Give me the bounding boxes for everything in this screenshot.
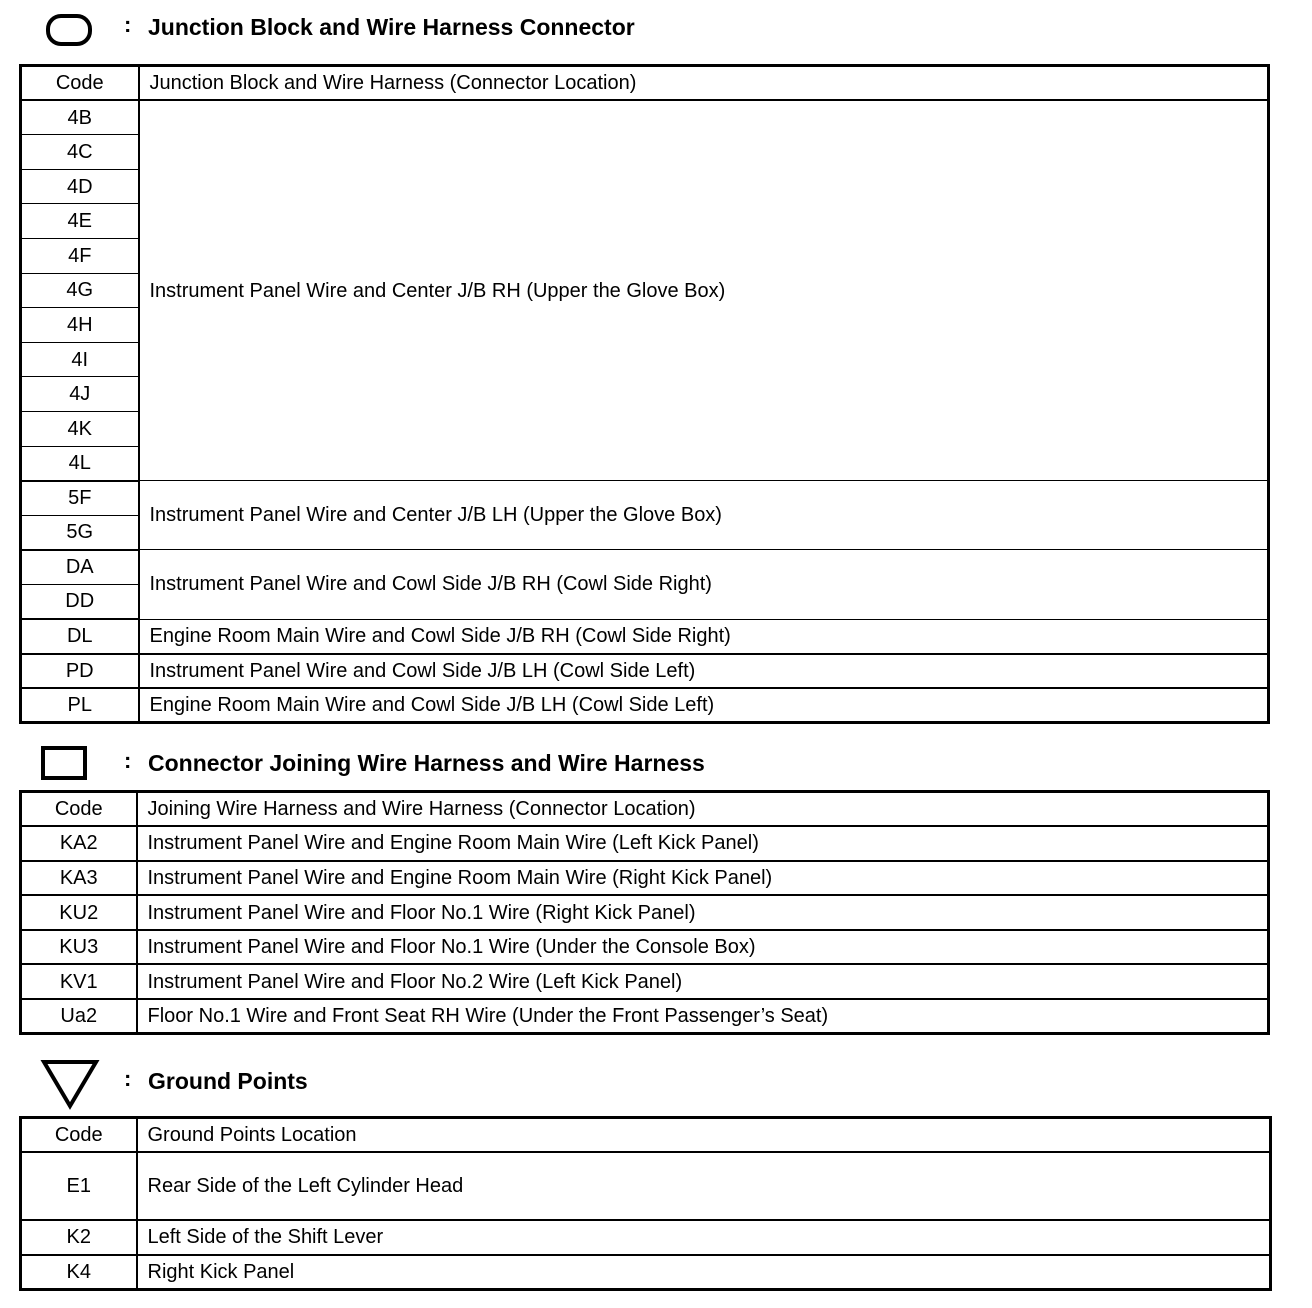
code-cell: E1 xyxy=(21,1152,137,1220)
location-cell: Right Kick Panel xyxy=(137,1255,1271,1290)
code-cell: 4E xyxy=(21,204,139,239)
triangle-down-icon xyxy=(40,1058,100,1112)
location-cell: Floor No.1 Wire and Front Seat RH Wire (Under the Front Passenger’s Seat) xyxy=(137,999,1269,1034)
title-colon: : xyxy=(124,748,132,773)
section-title-text: Junction Block and Wire Harness Connector xyxy=(148,14,635,40)
rectangle-icon xyxy=(41,746,89,782)
table-row xyxy=(21,964,1269,999)
title-colon: : xyxy=(124,12,132,37)
location-cell: Instrument Panel Wire and Floor No.2 Wire (Left Kick Panel) xyxy=(137,964,1269,999)
location-cell: Instrument Panel Wire and Center J/B LH (Upper the Glove Box) xyxy=(139,481,1269,550)
section-title-text: Connector Joining Wire Harness and Wire Harness xyxy=(148,750,705,776)
table-row xyxy=(21,1255,1271,1290)
location-cell: Instrument Panel Wire and Cowl Side J/B RH (Cowl Side Right) xyxy=(139,550,1269,619)
code-cell: 5F xyxy=(21,481,139,516)
code-cell: K4 xyxy=(21,1255,137,1290)
table-row xyxy=(21,550,1269,585)
location-cell: Engine Room Main Wire and Cowl Side J/B RH (Cowl Side Right) xyxy=(139,619,1269,654)
code-cell: KV1 xyxy=(21,964,137,999)
header-code: Code xyxy=(21,66,139,101)
table-row xyxy=(21,861,1269,896)
code-cell: KU2 xyxy=(21,895,137,930)
code-cell: DA xyxy=(21,550,139,585)
section-junction-block-title xyxy=(0,6,1312,46)
table-row xyxy=(21,654,1269,689)
code-cell: Ua2 xyxy=(21,999,137,1034)
header-code: Code xyxy=(21,1118,137,1153)
table-row xyxy=(21,826,1269,861)
location-cell: Instrument Panel Wire and Engine Room Main Wire (Right Kick Panel) xyxy=(137,861,1269,896)
table-row xyxy=(21,481,1269,516)
location-cell: Instrument Panel Wire and Floor No.1 Wire (Under the Console Box) xyxy=(137,930,1269,965)
header-description: Joining Wire Harness and Wire Harness (Connector Location) xyxy=(137,792,1269,827)
table-header-row xyxy=(21,1118,1271,1153)
code-cell: 4G xyxy=(21,273,139,308)
section-connector-title xyxy=(0,742,1312,782)
location-cell: Left Side of the Shift Lever xyxy=(137,1220,1271,1255)
code-cell: DD xyxy=(21,584,139,619)
code-cell: KA3 xyxy=(21,861,137,896)
code-cell: 5G xyxy=(21,515,139,550)
code-cell: 4F xyxy=(21,238,139,273)
location-cell: Instrument Panel Wire and Center J/B RH (Upper the Glove Box) xyxy=(139,100,1269,481)
code-cell: KU3 xyxy=(21,930,137,965)
code-cell: 4K xyxy=(21,411,139,446)
header-code: Code xyxy=(21,792,137,827)
code-cell: 4C xyxy=(21,135,139,170)
header-description: Ground Points Location xyxy=(137,1118,1271,1153)
code-cell: 4J xyxy=(21,377,139,412)
location-cell: Instrument Panel Wire and Floor No.1 Wire (Right Kick Panel) xyxy=(137,895,1269,930)
header-description: Junction Block and Wire Harness (Connector Location) xyxy=(139,66,1269,101)
location-cell: Rear Side of the Left Cylinder Head xyxy=(137,1152,1271,1220)
table-row xyxy=(21,1220,1271,1255)
code-cell: 4L xyxy=(21,446,139,481)
code-cell: PL xyxy=(21,688,139,723)
table-row xyxy=(21,999,1269,1034)
code-cell: PD xyxy=(21,654,139,689)
table-row xyxy=(21,688,1269,723)
section-title-text: Ground Points xyxy=(148,1068,308,1094)
code-cell: 4D xyxy=(21,169,139,204)
section-ground-points-title xyxy=(0,1058,1312,1098)
title-colon: : xyxy=(124,1066,132,1091)
junction-block-table xyxy=(19,64,1270,724)
location-cell: Instrument Panel Wire and Cowl Side J/B LH (Cowl Side Left) xyxy=(139,654,1269,689)
rounded-rect-icon xyxy=(46,14,92,48)
code-cell: DL xyxy=(21,619,139,654)
code-cell: 4I xyxy=(21,342,139,377)
table-header-row xyxy=(21,792,1269,827)
code-cell: 4B xyxy=(21,100,139,135)
table-row xyxy=(21,619,1269,654)
connector-joining-table xyxy=(19,790,1270,1035)
code-cell: 4H xyxy=(21,308,139,343)
table-row xyxy=(21,930,1269,965)
location-cell: Instrument Panel Wire and Engine Room Main Wire (Left Kick Panel) xyxy=(137,826,1269,861)
table-row xyxy=(21,100,1269,135)
code-cell: K2 xyxy=(21,1220,137,1255)
ground-points-table xyxy=(19,1116,1272,1291)
location-cell: Engine Room Main Wire and Cowl Side J/B LH (Cowl Side Left) xyxy=(139,688,1269,723)
code-cell: KA2 xyxy=(21,826,137,861)
table-row xyxy=(21,895,1269,930)
table-header-row xyxy=(21,66,1269,101)
table-row xyxy=(21,1152,1271,1220)
